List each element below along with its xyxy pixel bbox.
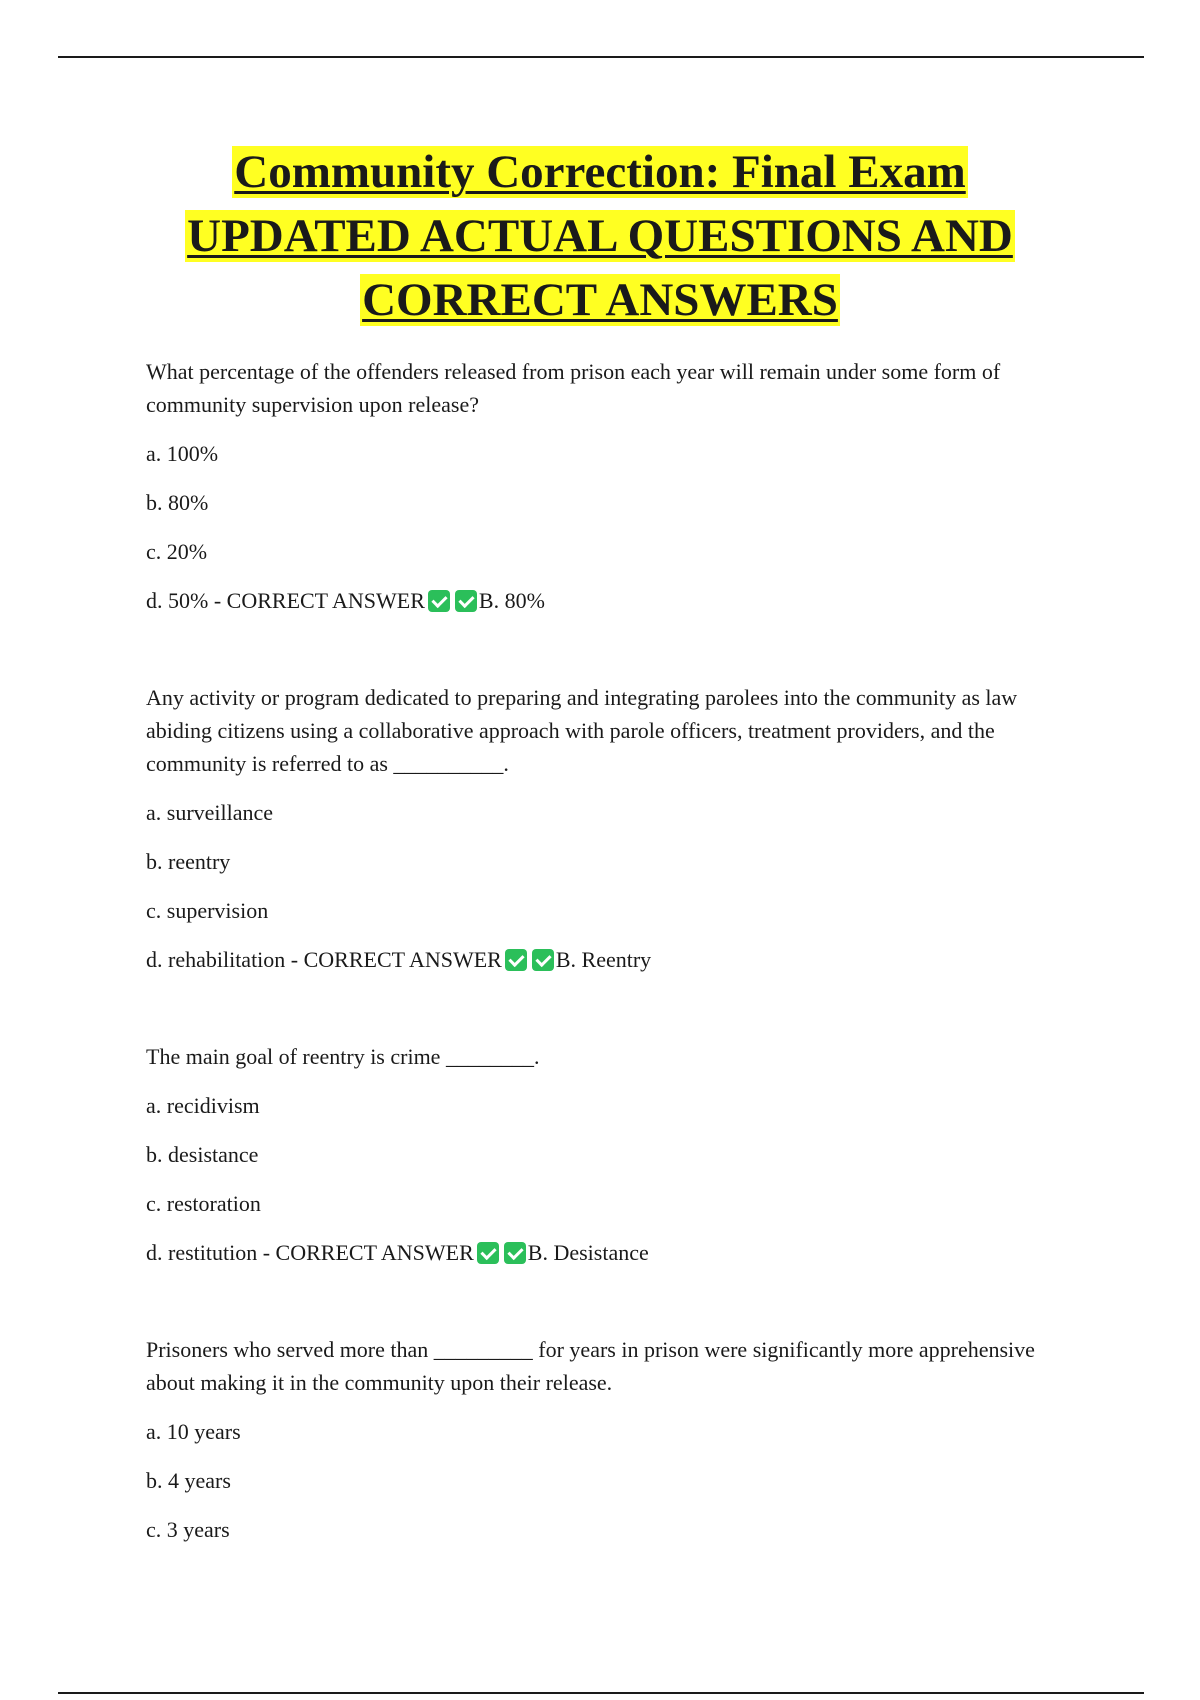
option-c: c. 20% [146,539,208,564]
option-d-with-answer [146,943,1046,976]
correct-answer: B. 80% [478,588,545,613]
question-block [146,681,1046,976]
question-text: What percentage of the offenders released from prison each year will remain under some form of community supervision upon release? [146,359,1001,417]
option-c: c. supervision [146,898,269,923]
check-icon [477,1242,499,1264]
question-text: The main goal of reentry is crime ________. [146,1044,540,1069]
check-icon [504,1242,526,1264]
question-block [146,1040,1046,1269]
question-text: Prisoners who served more than _________ for years in prison were significantly more apprehensive about making it in the community upon their release. [146,1337,1035,1395]
question-block [146,1333,1046,1546]
option-d-with-answer [146,1236,1046,1269]
option-d: d. rehabilitation [146,947,286,972]
option-c: c. restoration [146,1191,261,1216]
option-d: d. 50% [146,588,209,613]
title-line-2: UPDATED ACTUAL QUESTIONS AND [187,210,1013,262]
check-icon [455,590,477,612]
check-icon [505,949,527,971]
check-icon [532,949,554,971]
option-b: b. reentry [146,849,231,874]
option-a: a. 10 years [146,1419,241,1444]
question-list [146,355,1046,1610]
check-icon [428,590,450,612]
title-line-3: CORRECT ANSWERS [362,274,838,326]
bottom-rule [58,1692,1144,1694]
option-b: b. desistance [146,1142,259,1167]
option-b: b. 80% [146,490,209,515]
question-block [146,355,1046,617]
correct-answer: B. Reentry [555,947,652,972]
document-title [0,140,1200,332]
option-c: c. 3 years [146,1517,230,1542]
option-a: a. 100% [146,441,219,466]
correct-answer-marker: - CORRECT ANSWER [213,588,425,613]
question-text: Any activity or program dedicated to preparing and integrating parolees into the community as law abiding citizens using a collaborative approach with parole officers, treatment providers, and the community is referred to as __________. [146,685,1018,776]
correct-answer-marker: - CORRECT ANSWER [290,947,502,972]
top-rule [58,56,1144,58]
option-d: d. restitution [146,1240,258,1265]
option-a: a. recidivism [146,1093,260,1118]
option-a: a. surveillance [146,800,274,825]
correct-answer-marker: - CORRECT ANSWER [262,1240,474,1265]
option-d-with-answer [146,584,1046,617]
title-line-1: Community Correction: Final Exam [234,146,966,198]
option-b: b. 4 years [146,1468,231,1493]
correct-answer: B. Desistance [527,1240,649,1265]
